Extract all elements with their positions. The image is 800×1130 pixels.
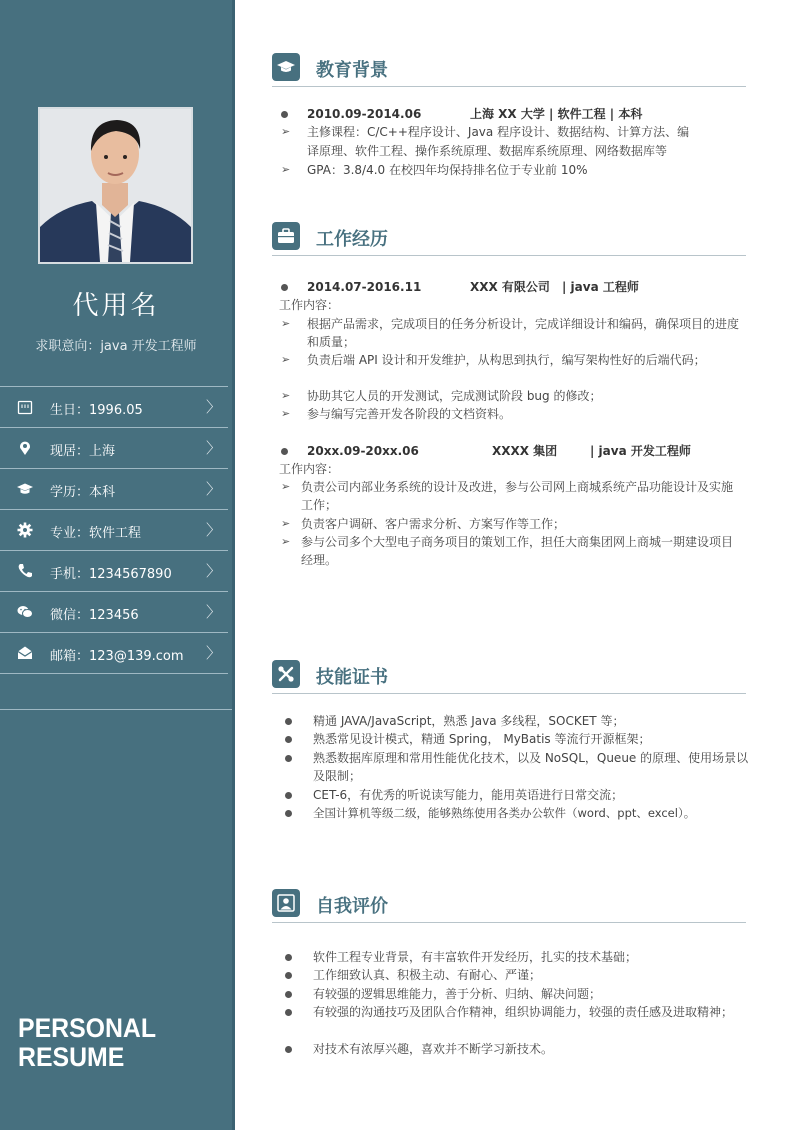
job-period: 20xx.09-20xx.06 [307,444,419,458]
bullet [285,1009,292,1016]
chevron-right-icon: 〉 [206,439,222,457]
job-objective: 求职意向：java 开发工程师 [35,339,197,354]
resume-line: RESUME [18,1042,125,1072]
skill-item: 熟悉常见设计模式，精通 Spring， MyBatis 等流行开源框架； [313,732,651,746]
job-company: XXXX 集团 [492,444,558,458]
info-phone [0,550,228,591]
section-rule [272,86,746,87]
wechat-icon [17,604,33,620]
tools-icon [272,660,300,688]
education-courses: 主修课程：C/C++程序设计、Java 程序设计、数据结构、计算方法、编 [307,125,690,139]
info-label: 现居：上海 [50,444,116,459]
chevron-right-icon: 〉 [206,644,222,662]
arrow-bullet: ➢ [281,163,291,176]
chevron-right-icon: 〉 [206,562,222,580]
calendar-icon [17,399,33,415]
bullet [285,972,292,979]
bullet [281,448,288,455]
gear-icon [17,522,33,538]
info-label: 生日：1996.05 [50,403,143,418]
graduation-cap-icon [17,481,33,497]
work-title: 工作经历 [316,229,388,250]
job-period: 2014.07-2016.11 [307,280,422,294]
job-duty: 参与公司多个大型电子商务项目的策划工作，担任大商集团网上商城一期建设项目经理。 [301,535,734,567]
info-label: 手机：1234567890 [50,567,172,582]
education-school: 上海 XX 大学 | 软件工程 | 本科 [470,107,643,121]
skills-section-header [272,660,746,694]
personal-line: PERSONAL [18,1013,157,1043]
portrait-image [40,109,191,262]
work-section-header [272,222,746,256]
phone-icon [17,563,33,579]
section-rule [272,693,746,694]
chevron-right-icon: 〉 [206,521,222,539]
job-company: XXX 有限公司 [470,280,550,294]
info-label: 邮箱：123@139.com [50,649,184,664]
self-item: 对技术有浓厚兴趣，喜欢并不断学习新技术。 [313,1042,554,1056]
bullet [285,954,292,961]
self-item: 工作细致认真、积极主动、有耐心、严谨； [313,968,542,982]
sidebar-divider [0,709,232,710]
bullet [285,810,292,817]
bullet [281,111,288,118]
job-role: | java 工程师 [562,280,639,294]
arrow-bullet: ➢ [281,407,291,420]
skill-item: 精通 JAVA/JavaScript，熟悉 Java 多线程，SOCKET 等； [313,714,625,728]
self-item: 软件工程专业背景，有丰富软件开发经历，扎实的技术基础； [313,950,638,964]
self-item: 有较强的沟通技巧及团队合作精神，组织协调能力，较强的责任感及进取精神； [313,1005,734,1019]
info-residence [0,427,228,468]
skill-item: CET-6，有优秀的听说读写能力，能用英语进行日常交流； [313,788,624,802]
section-rule [272,255,746,256]
info-email [0,632,228,674]
bullet [285,1046,292,1053]
arrow-bullet: ➢ [281,535,291,548]
job-duty: 参与编写完善开发各阶段的文档资料。 [307,407,512,421]
profile-name: 代用名 [72,291,160,321]
chevron-right-icon: 〉 [206,480,222,498]
job-role: | java 开发工程师 [590,444,691,458]
skill-item: 熟悉数据库原理和常用性能优化技术，以及 NoSQL，Queue 的原理、使用场景以及限制； [313,751,749,783]
bullet [285,736,292,743]
info-label: 微信：123456 [50,608,139,623]
job-content-label: 工作内容： [279,298,340,312]
self-evaluation-section-header [272,889,746,923]
bullet [281,284,288,291]
profile-photo [38,107,193,264]
job-duty: 根据产品需求，完成项目的任务分析设计，完成详细设计和编码，确保项目的进度和质量； [307,317,740,349]
bullet [285,718,292,725]
email-icon [17,645,33,661]
graduation-cap-icon [272,53,300,81]
job-duty: 负责公司内部业务系统的设计及改进，参与公司网上商城系统产品功能设计及实施工作； [301,480,734,512]
skills-title: 技能证书 [316,667,388,688]
arrow-bullet: ➢ [281,480,291,493]
arrow-bullet: ➢ [281,353,291,366]
skill-item: 全国计算机等级二级，能够熟练使用各类办公软件（word、ppt、excel）。 [313,806,696,820]
arrow-bullet: ➢ [281,517,291,530]
sidebar-edge [232,0,235,1130]
info-wechat [0,591,228,632]
bullet [285,991,292,998]
job-duty: 负责客户调研、客户需求分析、方案写作等工作； [301,517,566,531]
info-label: 专业：软件工程 [50,526,142,541]
job-duty: 协助其它人员的开发测试，完成测试阶段 bug 的修改； [307,389,602,403]
briefcase-icon [272,222,300,250]
contact-info-list [0,386,228,674]
personal-resume-title [18,1014,156,1072]
info-major [0,509,228,550]
arrow-bullet: ➢ [281,389,291,402]
education-courses-cont: 译原理、软件工程、操作系统原理、数据库系统原理、网络数据库等 [307,144,668,158]
arrow-bullet: ➢ [281,125,291,138]
education-period: 2010.09-2014.06 [307,107,422,121]
education-title: 教育背景 [316,60,388,81]
chevron-right-icon: 〉 [206,603,222,621]
self-item: 有较强的逻辑思维能力，善于分析、归纳、解决问题； [313,987,602,1001]
person-icon [272,889,300,917]
arrow-bullet: ➢ [281,317,291,330]
self-evaluation-title: 自我评价 [316,896,388,917]
job-content-label: 工作内容： [279,462,340,476]
location-icon [17,440,33,456]
info-education [0,468,228,509]
job-duty: 负责后端 API 设计和开发维护，从构思到执行，编写架构性好的后端代码； [307,353,706,367]
education-gpa: GPA：3.8/4.0 在校四年均保持排名位于专业前 10% [307,163,588,177]
bullet [285,755,292,762]
info-label: 学历：本科 [50,485,116,500]
info-birthday [0,386,228,427]
chevron-right-icon: 〉 [206,398,222,416]
bullet [285,792,292,799]
education-section-header [272,53,746,87]
section-rule [272,922,746,923]
